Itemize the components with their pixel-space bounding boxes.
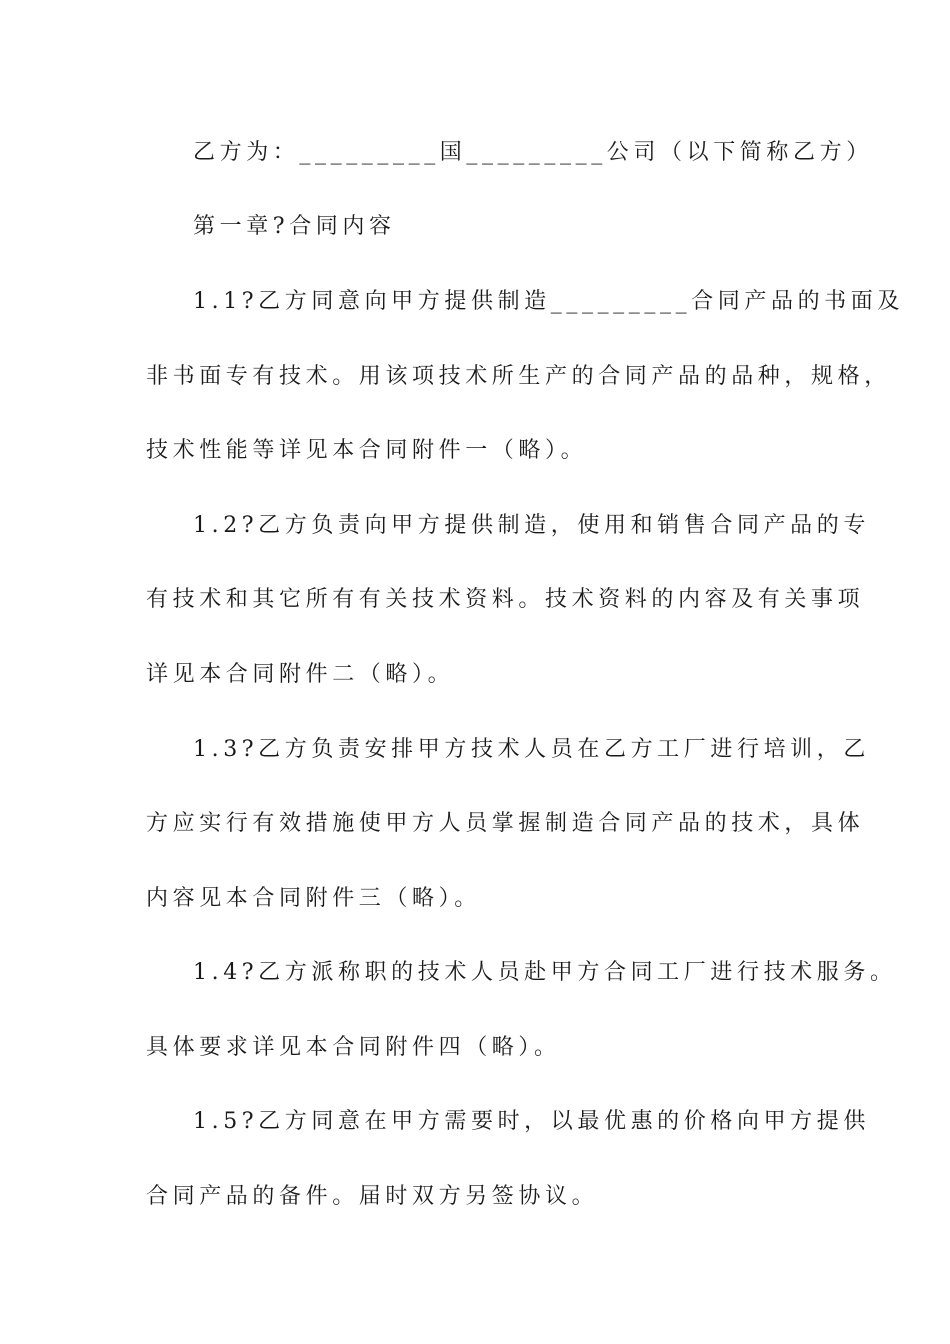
party-b-line: 乙方为：_________国_________公司（以下简称乙方） — [193, 140, 873, 165]
clause-1-1-line-2: 非书面专有技术。用该项技术所生产的合同产品的品种，规格， — [146, 364, 891, 389]
clause-1-5-line-2: 合同产品的备件。届时双方另签协议。 — [146, 1184, 599, 1209]
clause-1-4-line-1: 1.4?乙方派称职的技术人员赴甲方合同工厂进行技术服务。 — [193, 960, 897, 985]
clause-1-3-line-1: 1.3?乙方负责安排甲方技术人员在乙方工厂进行培训，乙 — [193, 737, 870, 762]
clause-1-3-line-3: 内容见本合同附件三（略）。 — [146, 886, 481, 911]
chapter-one-heading: 第一章?合同内容 — [193, 214, 396, 239]
clause-1-1-line-3: 技术性能等详见本合同附件一（略）。 — [146, 438, 588, 463]
clause-1-4-line-2: 具体要求详见本合同附件四（略）。 — [146, 1035, 561, 1060]
clause-1-3-line-2: 方应实行有效措施使甲方人员掌握制造合同产品的技术，具体 — [146, 811, 865, 836]
clause-1-2-line-2: 有技术和其它所有有关技术资料。技术资料的内容及有关事项 — [146, 587, 865, 612]
clause-1-2-line-1: 1.2?乙方负责向甲方提供制造，使用和销售合同产品的专 — [193, 513, 870, 538]
clause-1-2-line-3: 详见本合同附件二（略）。 — [146, 662, 455, 687]
clause-1-1-line-1: 1.1?乙方同意向甲方提供制造_________合同产品的书面及 — [193, 289, 904, 314]
clause-1-5-line-1: 1.5?乙方同意在甲方需要时，以最优惠的价格向甲方提供 — [193, 1109, 870, 1134]
